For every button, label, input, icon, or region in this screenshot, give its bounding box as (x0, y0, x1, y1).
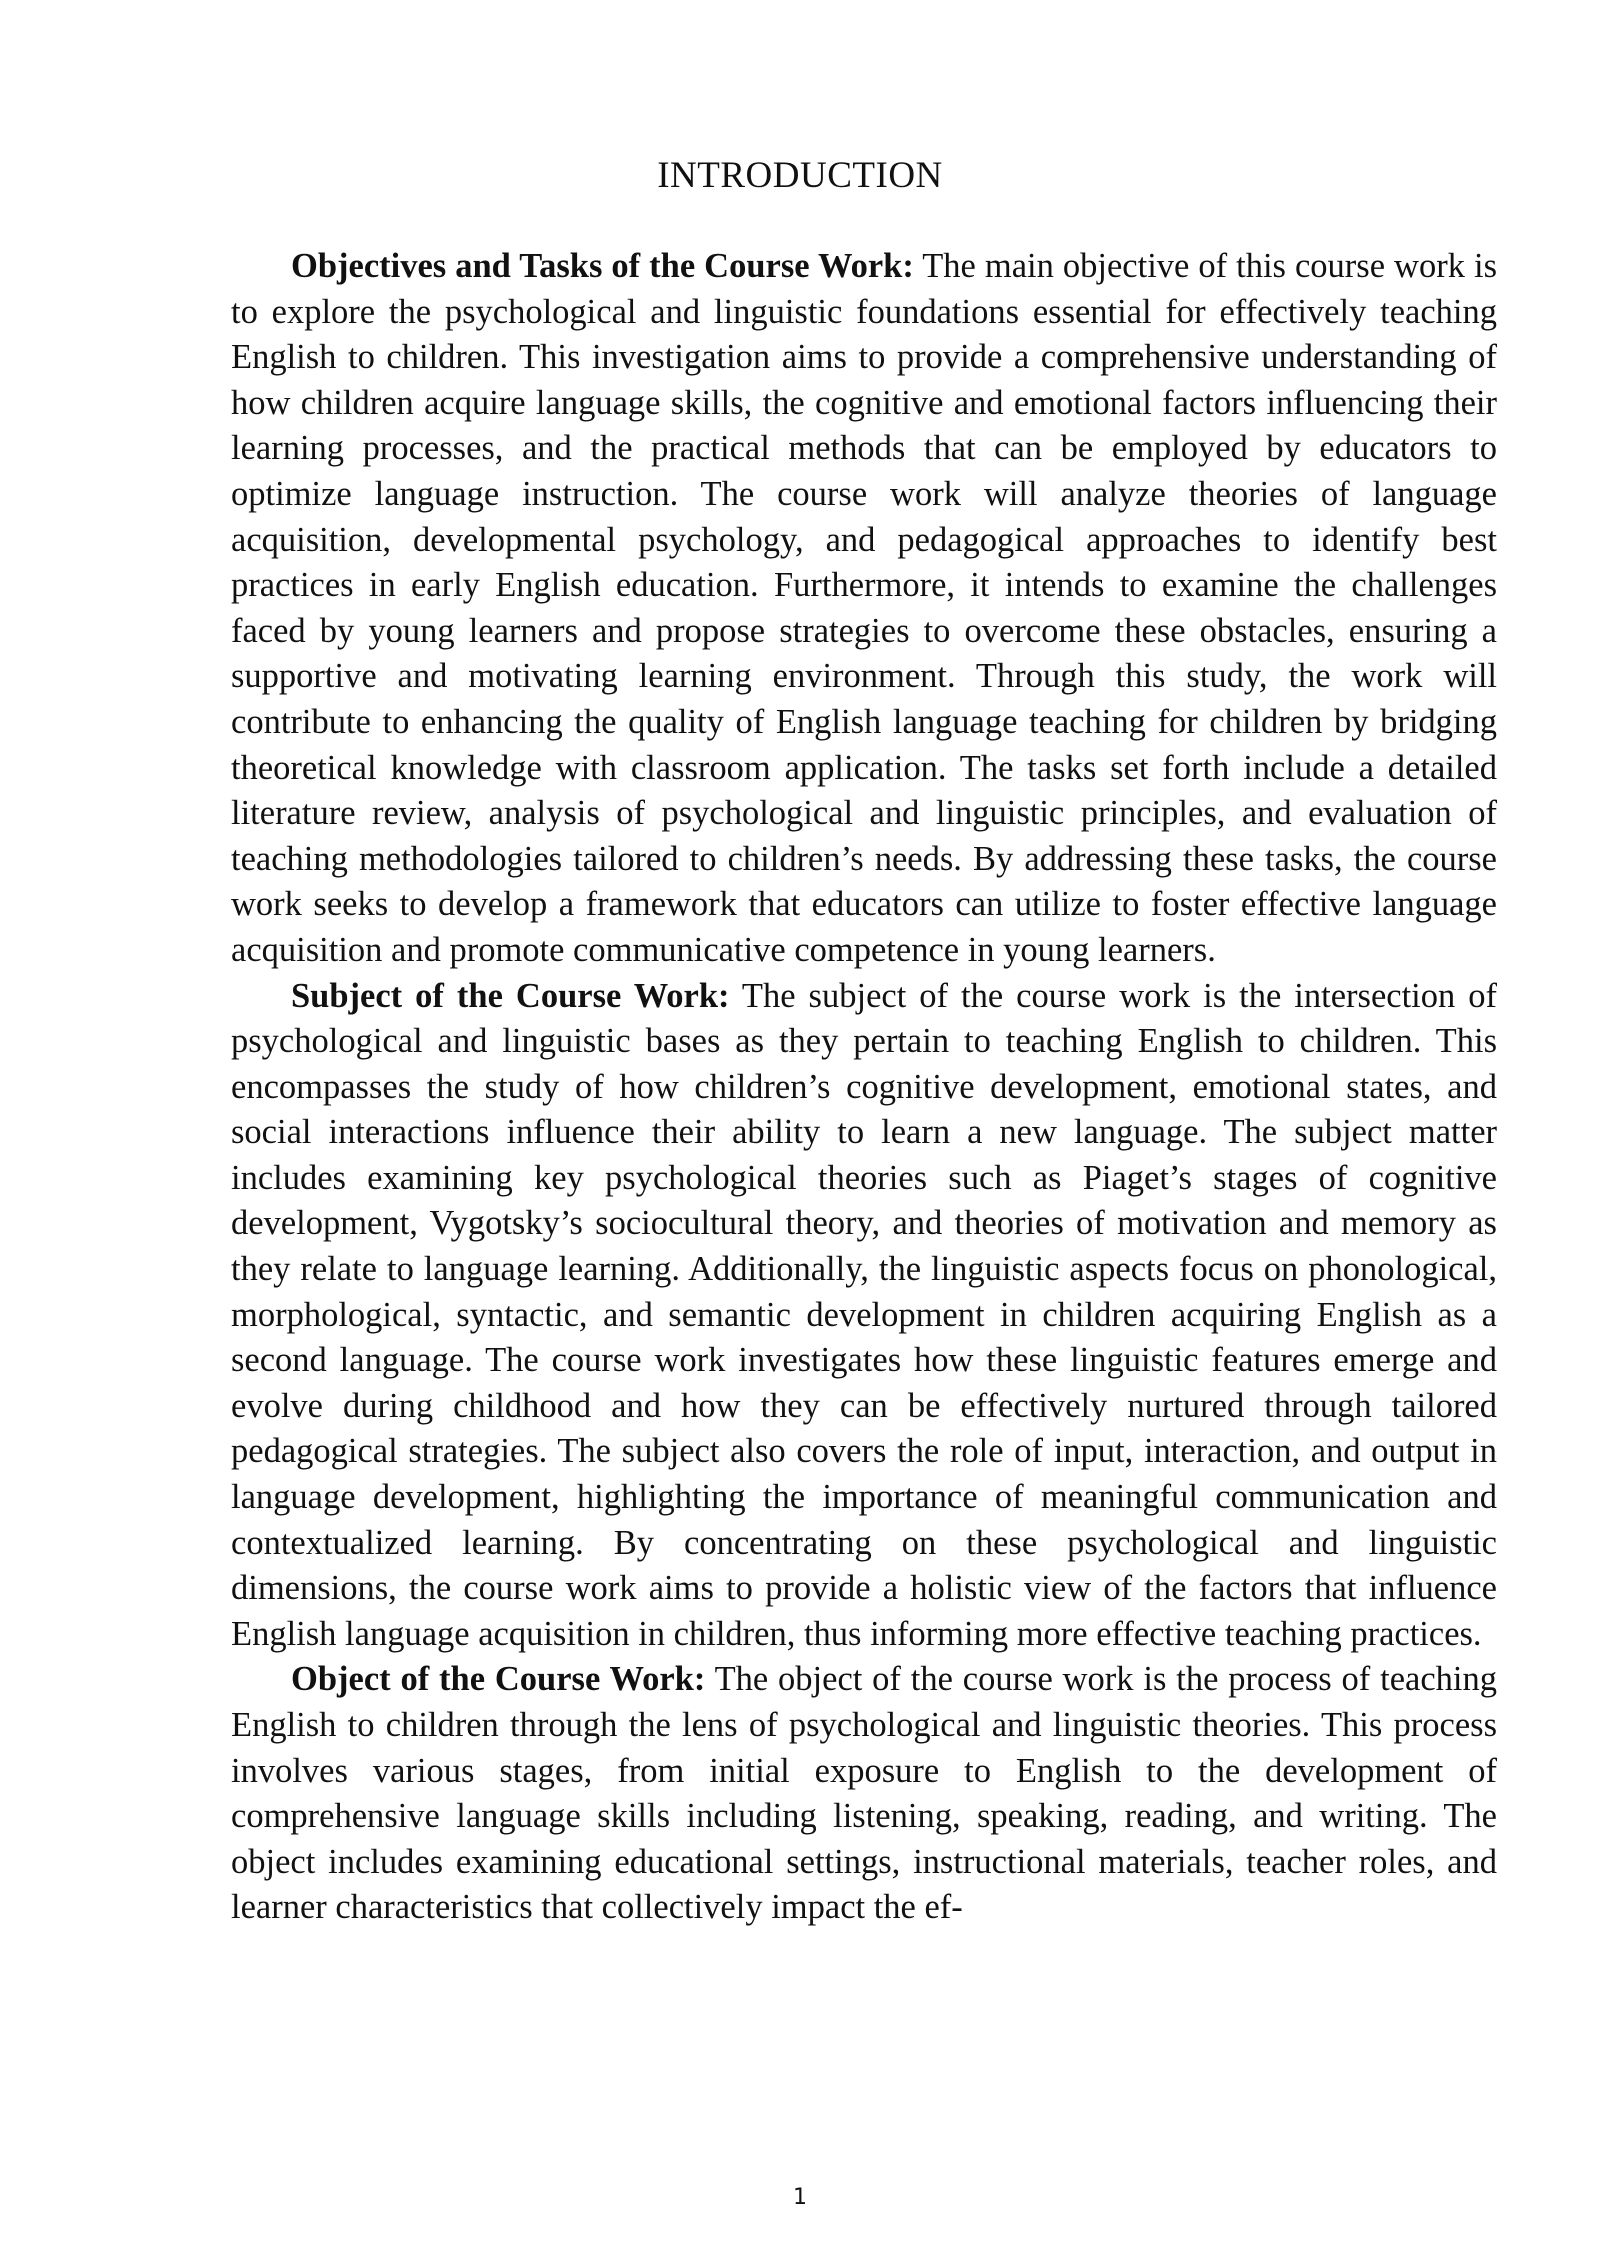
paragraph-object (231, 1657, 1497, 1931)
paragraph-text-objectives: The main objective of this course work is to explore the psychological and linguistic foundations essential for effectively teaching English to children. This investigation aims to provide a comprehensive understanding of how children acquire language skills, the cognitive and emotional factors influencing their learning processes, and the practical methods that can be employed by educators to optimize language instruction. The course work will analyze theories of language acquisition, developmental psychology, and pedagogical approaches to identify best practices in early English education. Furthermore, it intends to examine the challenges faced by young learners and propose strategies to overcome these obstacles, ensuring a supportive and motivating learning environment. Through this study, the work will contribute to enhancing the quality of English language teaching for children by bridging theoretical knowledge with classroom application. The tasks set forth include a detailed literature review, analysis of psychological and linguistic principles, and evaluation of teaching methodologies tailored to children’s needs. By addressing these tasks, the course work seeks to develop a framework that educators can utilize to foster effective language acquisition and promote communicative competence in young learners. (231, 247, 1497, 969)
paragraph-subject (231, 974, 1497, 1658)
page-title: INTRODUCTION (657, 155, 943, 196)
body-text (231, 244, 1497, 1931)
paragraph-lead-object: Object of the Course Work: (291, 1660, 706, 1699)
paragraph-text-object: The object of the course work is the process of teaching English to children through the lens of psychological and linguistic theories. This process involves various stages, from initial exposure to English to the development of comprehensive language skills including listening, speaking, reading, and writing. The object includes examining educational settings, instructional materials, teacher roles, and learner characteristics that collectively impact the ef- (231, 1660, 1497, 1927)
paragraph-objectives (231, 244, 1497, 974)
paragraph-lead-objectives: Objectives and Tasks of the Course Work: (291, 247, 914, 285)
page-number: 1 (793, 2185, 807, 2210)
paragraph-lead-subject: Subject of the Course Work: (291, 976, 730, 1015)
paragraph-text-subject: The subject of the course work is the intersection of psychological and linguistic bases as they pertain to teaching English to children. This encompasses the study of how children’s cognitive development, emotional states, and social interactions influence their ability to learn a new language. The subject matter includes examining key psychological theories such as Piaget’s stages of cognitive development, Vygotsky’s sociocultural theory, and theories of motivation and memory as they relate to language learning. Additionally, the linguistic aspects focus on phonological, morphological, syntactic, and semantic development in children acquiring English as a second language. The course work investigates how these linguistic features emerge and evolve during childhood and how they can be effectively nurtured through tailored pedagogical strategies. The subject also covers the role of input, interaction, and output in language development, highlighting the importance of meaningful communication and contextualized learning. By concentrating on these psychological and linguistic dimensions, the course work aims to provide a holistic view of the factors that influence English language acquisition in children, thus informing more effective teaching practices. (231, 976, 1497, 1653)
